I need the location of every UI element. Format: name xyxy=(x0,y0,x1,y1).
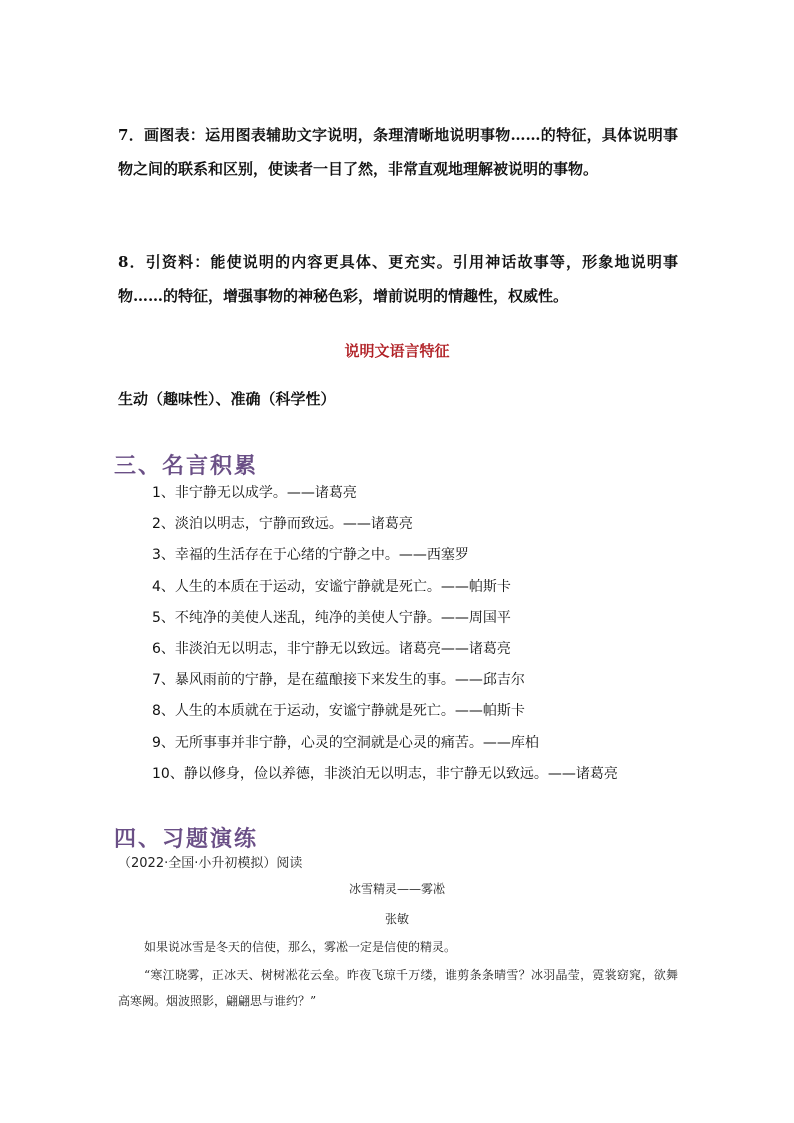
quote-item: 9、无所事事并非宁静，心灵的空洞就是心灵的痛苦。——库柏 xyxy=(152,734,539,751)
article-author: 张敏 xyxy=(384,912,409,926)
exercise-source: （2022·全国·小升初模拟）阅读 xyxy=(118,856,303,871)
section-3-title: 三、名言积累 xyxy=(114,453,259,479)
section-4-title: 四、习题演练 xyxy=(114,826,259,852)
quote-item: 4、人生的本质在于运动，安谧宁静就是死亡。——帕斯卡 xyxy=(152,578,511,595)
quote-list xyxy=(118,478,678,790)
method-item-7: 7．画图表：运用图表辅助文字说明，条理清晰地说明事物……的特征，具体说明事物之间的联系和区别，使读者一目了然，非常直观地理解被说明的事物。 xyxy=(118,126,678,178)
quote-item: 5、不纯净的美使人迷乱，纯净的美使人宁静。——周国平 xyxy=(152,609,511,626)
quote-item: 7、暴风雨前的宁静，是在蕴酿接下来发生的事。——邱吉尔 xyxy=(152,672,525,689)
language-features-traits: 生动（趣味性）、准确（科学性） xyxy=(118,390,336,408)
quote-item: 1、非宁静无以成学。——诸葛亮 xyxy=(152,485,357,501)
quote-item: 8、人生的本质就在于运动，安谧宁静就是死亡。——帕斯卡 xyxy=(152,703,525,720)
article-paragraph: 如果说冰雪是冬天的信使，那么，雾凇一定是信使的精灵。 xyxy=(144,940,457,954)
quote-item: 6、非淡泊无以明志，非宁静无以致远。诸葛亮——诸葛亮 xyxy=(152,641,511,658)
article-paragraph: “寒江晓雾，正冰天、树树凇花云垒。昨夜飞琼千万缕，谁剪条条晴雪？冰羽晶莹，霓裳窈窕，欲舞高寒阙。烟波照影，翩翩思与谁约？” xyxy=(118,968,678,1008)
quote-item: 3、幸福的生活存在于心绪的宁静之中。——西塞罗 xyxy=(152,547,469,564)
method-item-8: 8．引资料：能使说明的内容更具体、更充实。引用神话故事等，形象地说明事物……的特征，增强事物的神秘色彩，增前说明的情趣性，权威性。 xyxy=(118,253,678,305)
quote-item: 10、静以修身，俭以养德，非淡泊无以明志，非宁静无以致远。——诸葛亮 xyxy=(152,765,618,782)
article-title: 冰雪精灵——雾凇 xyxy=(348,882,445,896)
language-features-title: 说明文语言特征 xyxy=(344,342,450,360)
quote-item: 2、淡泊以明志，宁静而致远。——诸葛亮 xyxy=(152,516,413,533)
